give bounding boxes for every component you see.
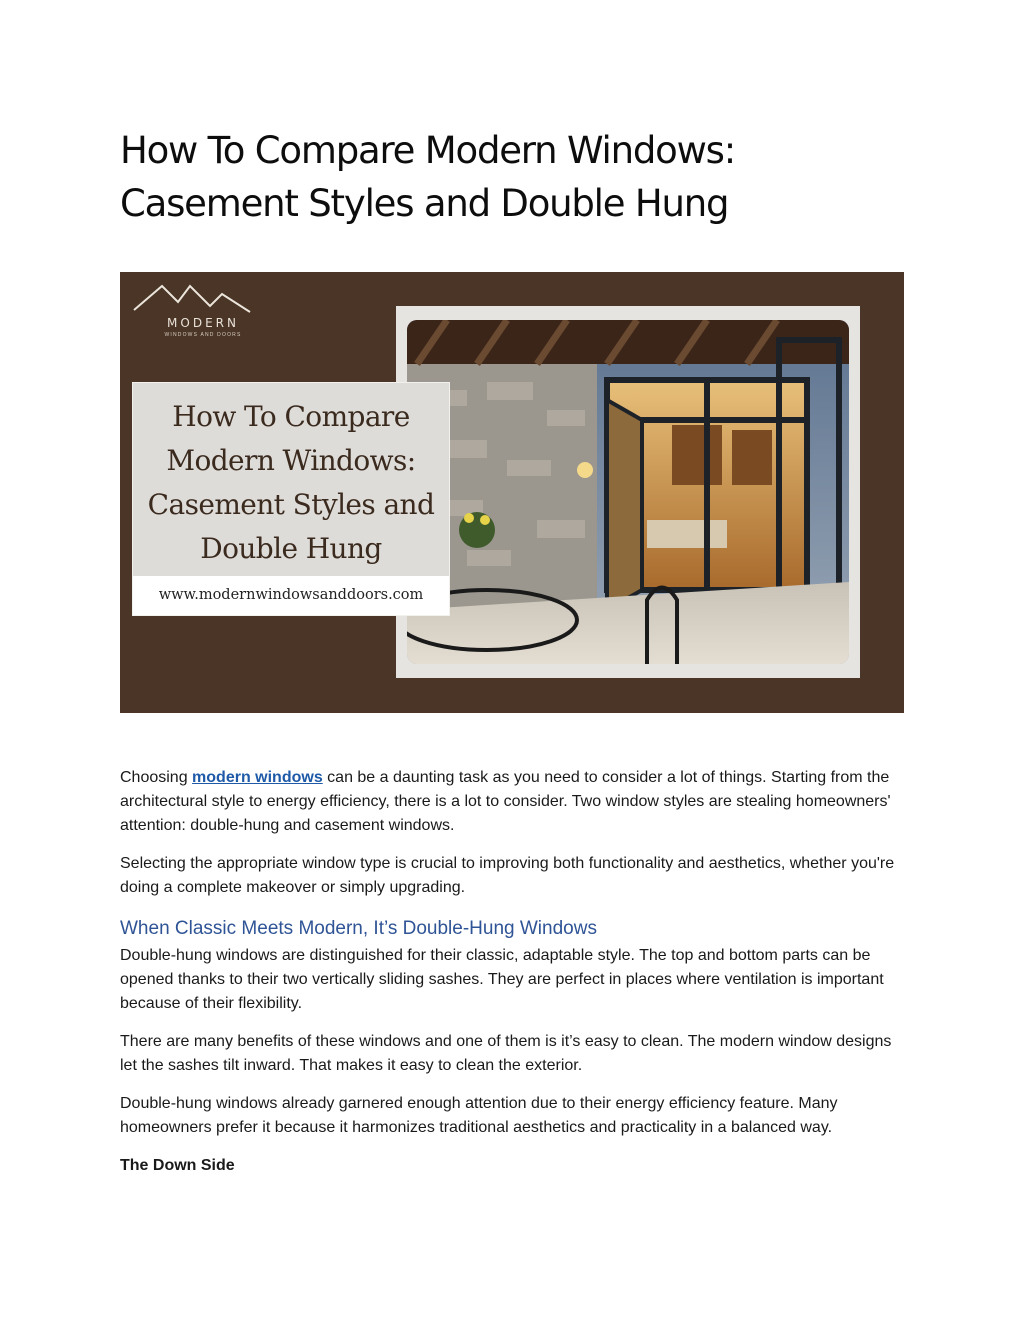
patio-photo: [407, 320, 849, 664]
hero-card-url: www.modernwindowsanddoors.com: [133, 576, 449, 615]
page-title: [120, 124, 920, 230]
patio-scene-illustration: [407, 320, 849, 664]
paragraph: Double-hung windows are distinguished for their classic, adaptable style. The top and bottom parts can be opened thanks to their two vertically sliding sashes. They are perfect in places where ventilation is important because of their flexibility.: [120, 947, 884, 1012]
logo-tagline: WINDOWS AND DOORS: [164, 332, 242, 338]
logo-wordmark: MODERN: [167, 316, 239, 330]
modern-windows-link[interactable]: modern windows: [192, 769, 323, 786]
hero-title-card: [132, 382, 450, 616]
paragraph-text: can be a daunting task as you need to consider a lot of things. Starting from the architectural style to energy efficiency, there is a lot to consider. Two window styles are stealing homeowners' attention: double-hung and casement windows.: [120, 769, 891, 834]
paragraph-intro: [120, 766, 910, 838]
paragraph: Selecting the appropriate window type is crucial to improving both functionality and aesthetics, whether you're doing a complete makeover or simply upgrading.: [120, 855, 895, 896]
page-title-line-2: Casement Styles and Double Hung: [120, 182, 729, 225]
hero-image: [120, 272, 904, 713]
subheading-down-side: The Down Side: [120, 1157, 235, 1174]
hero-card-title: [133, 395, 449, 571]
photo-frame: [396, 306, 860, 678]
paragraph-text: Choosing: [120, 769, 193, 786]
page-title-line-1: How To Compare Modern Windows:: [120, 129, 736, 172]
mountain-logo-icon: [132, 278, 262, 318]
hero-card-line: How To Compare: [172, 400, 410, 433]
brand-logo: [132, 278, 262, 338]
section-heading: When Classic Meets Modern, It’s Double-Hung Windows: [120, 918, 597, 939]
hero-card-line: Casement Styles and: [147, 488, 435, 521]
paragraph: There are many benefits of these windows and one of them is it’s easy to clean. The modern window designs let the sashes tilt inward. That makes it easy to clean the exterior.: [120, 1033, 892, 1074]
hero-card-line: Modern Windows:: [166, 444, 416, 477]
hero-card-line: Double Hung: [200, 532, 382, 565]
paragraph: Double-hung windows already garnered enough attention due to their energy efficiency feature. Many homeowners prefer it because it harmonizes traditional aesthetics and practicality in a balanced way.: [120, 1095, 838, 1136]
article-body: [120, 766, 910, 1178]
